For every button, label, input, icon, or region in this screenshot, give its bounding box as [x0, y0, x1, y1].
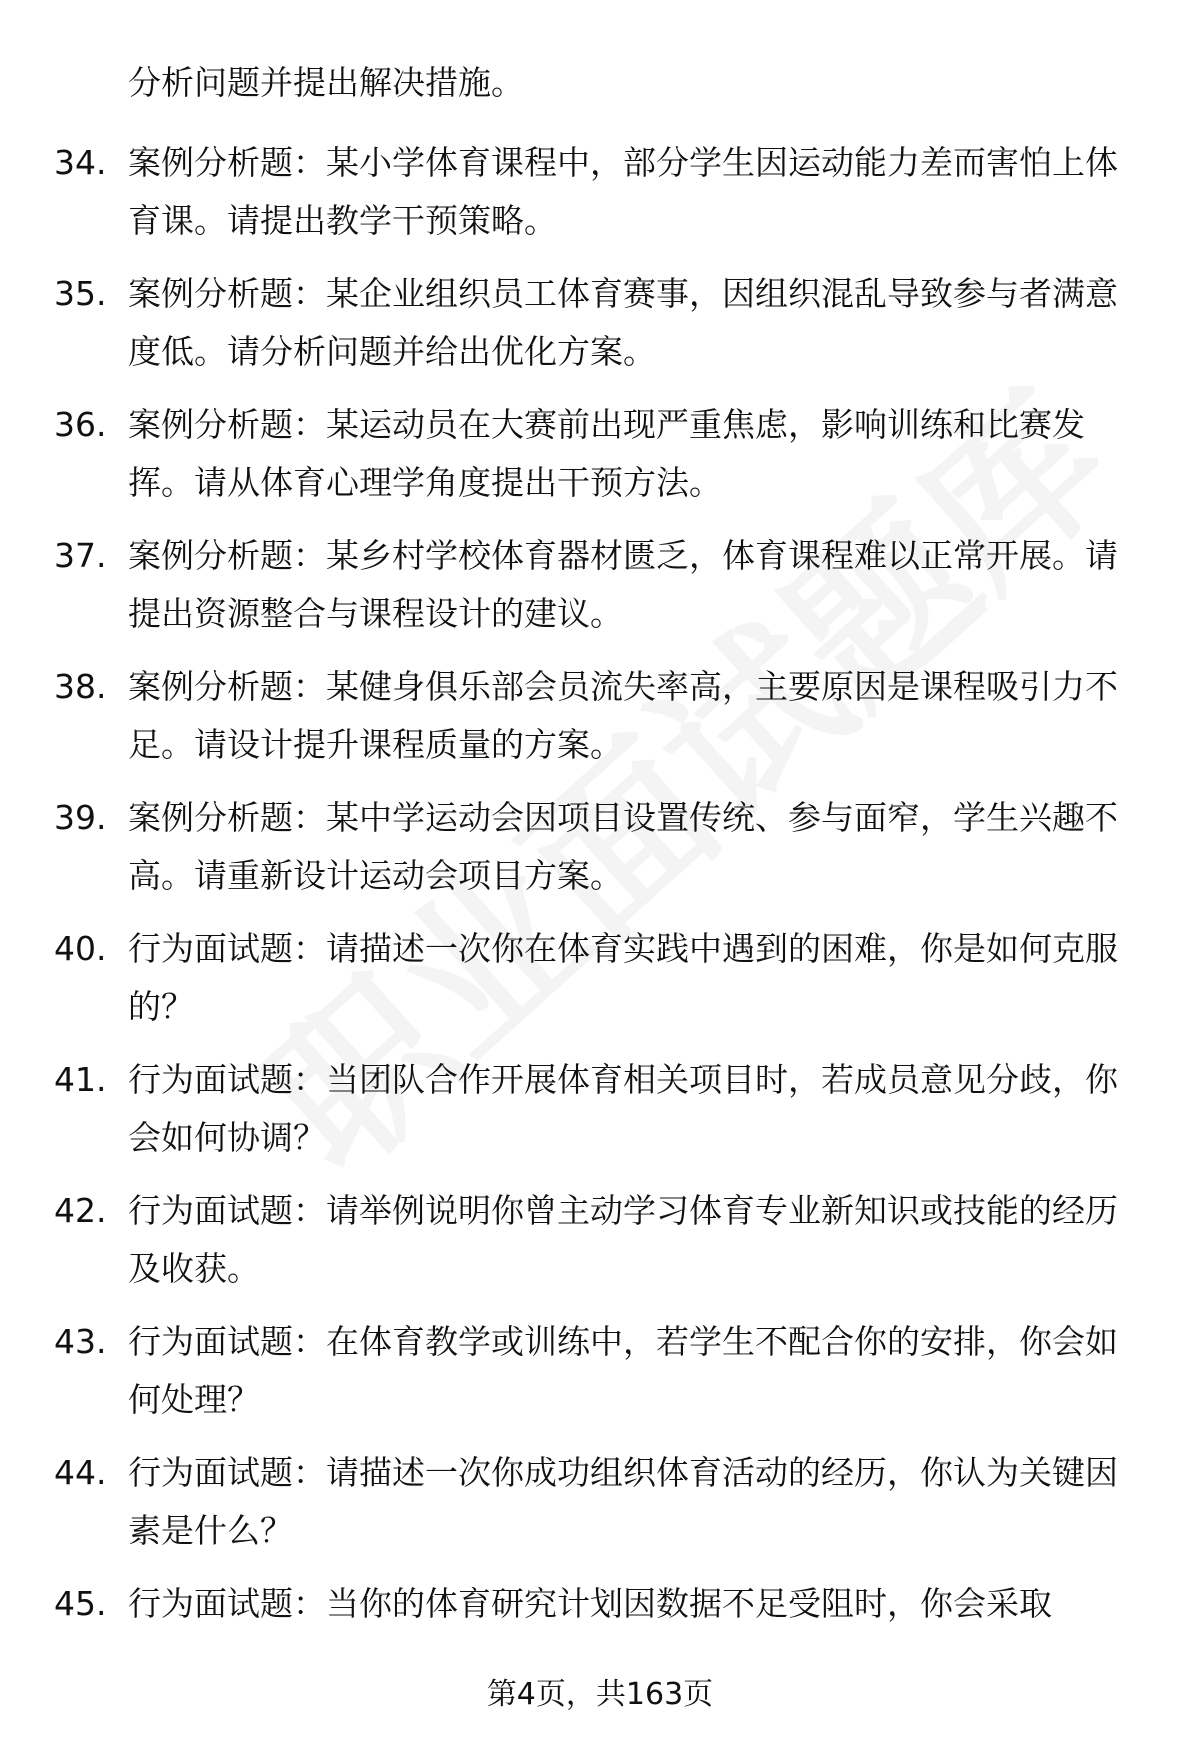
- question-text: 案例分析题：某中学运动会因项目设置传统、参与面窄，学生兴趣不高。请重新设计运动会项目方案。: [128, 798, 1118, 895]
- question-number: 45.: [54, 1584, 107, 1623]
- question-number: 43.: [54, 1322, 107, 1361]
- continuation-text: 分析问题并提出解决措施。: [128, 63, 524, 102]
- question-item: [0, 396, 1200, 527]
- question-text: 行为面试题：请描述一次你成功组织体育活动的经历，你认为关键因素是什么？: [128, 1453, 1118, 1550]
- question-item: [0, 1051, 1200, 1182]
- question-item: [0, 1444, 1200, 1575]
- question-item: [0, 1313, 1200, 1444]
- question-text: 案例分析题：某健身俱乐部会员流失率高，主要原因是课程吸引力不足。请设计提升课程质量的方案。: [128, 667, 1118, 764]
- question-number: 41.: [54, 1060, 107, 1099]
- question-number: 44.: [54, 1453, 107, 1492]
- question-item: [0, 789, 1200, 920]
- question-text: 案例分析题：某乡村学校体育器材匮乏，体育课程难以正常开展。请提出资源整合与课程设计的建议。: [128, 536, 1118, 633]
- question-item: [0, 527, 1200, 658]
- question-number: 36.: [54, 405, 107, 444]
- question-number: 40.: [54, 929, 107, 968]
- question-item: [0, 1182, 1200, 1313]
- question-number: 39.: [54, 798, 107, 837]
- page-footer: 第4页，共163页: [486, 1677, 714, 1712]
- question-text: 行为面试题：当团队合作开展体育相关项目时，若成员意见分歧，你会如何协调？: [128, 1060, 1118, 1157]
- question-item: [0, 920, 1200, 1051]
- question-item: [0, 134, 1200, 265]
- question-number: 34.: [54, 143, 107, 182]
- question-text: 行为面试题：请举例说明你曾主动学习体育专业新知识或技能的经历及收获。: [128, 1191, 1118, 1288]
- question-text: 行为面试题：当你的体育研究计划因数据不足受阻时，你会采取: [128, 1584, 1052, 1623]
- question-number: 42.: [54, 1191, 107, 1230]
- question-item: [0, 265, 1200, 396]
- question-number: 35.: [54, 274, 107, 313]
- question-item: [0, 658, 1200, 789]
- question-text: 行为面试题：在体育教学或训练中，若学生不配合你的安排，你会如何处理？: [128, 1322, 1118, 1419]
- question-text: 案例分析题：某小学体育课程中，部分学生因运动能力差而害怕上体育课。请提出教学干预策略。: [128, 143, 1118, 240]
- question-text: 案例分析题：某企业组织员工体育赛事，因组织混乱导致参与者满意度低。请分析问题并给出优化方案。: [128, 274, 1118, 371]
- question-text: 案例分析题：某运动员在大赛前出现严重焦虑，影响训练和比赛发挥。请从体育心理学角度提出干预方法。: [128, 405, 1085, 502]
- question-number: 37.: [54, 536, 107, 575]
- question-text: 行为面试题：请描述一次你在体育实践中遇到的困难，你是如何克服的？: [128, 929, 1118, 1026]
- question-number: 38.: [54, 667, 107, 706]
- question-list: [0, 134, 1200, 1706]
